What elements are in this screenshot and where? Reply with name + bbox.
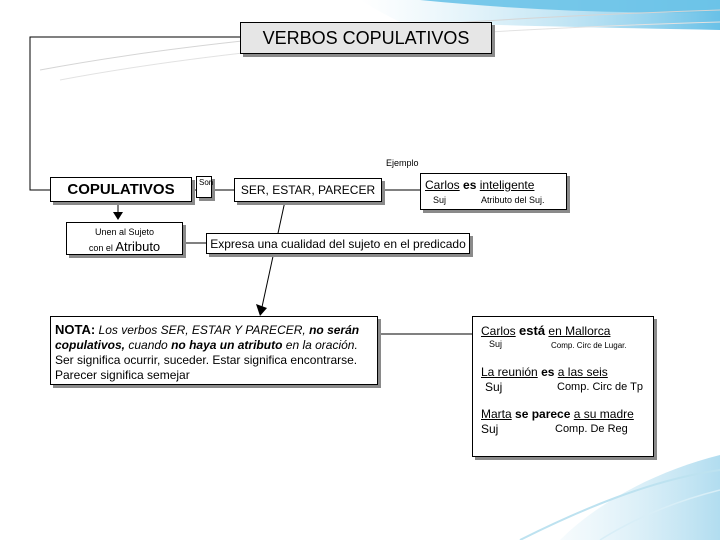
page-title: VERBOS COPULATIVOS (262, 27, 470, 48)
example2-subject: Carlos (481, 324, 516, 338)
example3-verb: es (541, 365, 555, 379)
son-label: Son (199, 178, 214, 187)
example4-suj-label: Suj (481, 422, 499, 436)
nota-label: NOTA: (55, 322, 96, 337)
example1-verb: es (463, 178, 477, 192)
arrowhead-nota (256, 304, 267, 316)
nota-line2b: cuando (128, 338, 168, 352)
copulativos-label: COPULATIVOS (67, 181, 175, 198)
nota-line4: Parecer significa semejar (55, 368, 190, 382)
unen-atributo: Atributo (115, 239, 161, 254)
copulativos-box (50, 177, 192, 202)
example4-subject: Marta (481, 407, 512, 421)
verbs-box (234, 178, 382, 202)
ejemplo-label: Ejemplo (386, 158, 419, 168)
example1-box (420, 173, 567, 210)
son-box (196, 176, 212, 198)
title-to-copulativos-line (30, 37, 240, 190)
nota-box (50, 316, 378, 385)
example1-suj-label: Suj (433, 195, 447, 205)
example2-complement: en Mallorca (548, 324, 611, 338)
example4-comp-label: Comp. De Reg (555, 423, 628, 435)
example3-comp-label: Comp. Circ de Tp (557, 381, 643, 393)
unen-line1: Unen al Sujeto (94, 227, 155, 237)
example4-verb: se parece (515, 407, 571, 421)
nota-line2c: no haya un atributo (171, 338, 283, 352)
example3-complement: a las seis (557, 365, 608, 379)
example3-subject: La reunión (481, 365, 538, 379)
example2-verb: está (519, 323, 546, 338)
example3-suj-label: Suj (485, 380, 503, 394)
arrowhead-unen (113, 212, 123, 220)
verbs-label: SER, ESTAR, PARECER (240, 183, 376, 197)
expresa-label: Expresa una cualidad del sujeto en el predicado (210, 236, 466, 251)
example4-complement: a su madre (573, 407, 634, 421)
nota-line3: Ser significa ocurrir, suceder. Estar significa encontrarse. (55, 353, 358, 367)
examples-box (472, 316, 654, 457)
example1-attribute: inteligente (479, 178, 535, 192)
nota-line2a: copulativos, (55, 338, 126, 352)
example1-attr-label: Atributo del Suj. (481, 195, 545, 205)
nota-line2d: en la oración. (285, 338, 358, 352)
expresa-box (206, 233, 470, 254)
unen-box (66, 222, 183, 255)
nota-line1a: Los verbos SER, ESTAR Y PARECER, (98, 323, 306, 337)
example2-suj-label: Suj (489, 339, 503, 349)
unen-line2-prefix: con el (88, 243, 116, 253)
title-box (240, 22, 492, 54)
example1-subject: Carlos (425, 178, 460, 192)
verbs-to-nota-line (262, 201, 285, 307)
nota-line1b: no serán (309, 323, 360, 337)
example2-comp-label: Comp. Circ de Lugar. (551, 341, 627, 350)
